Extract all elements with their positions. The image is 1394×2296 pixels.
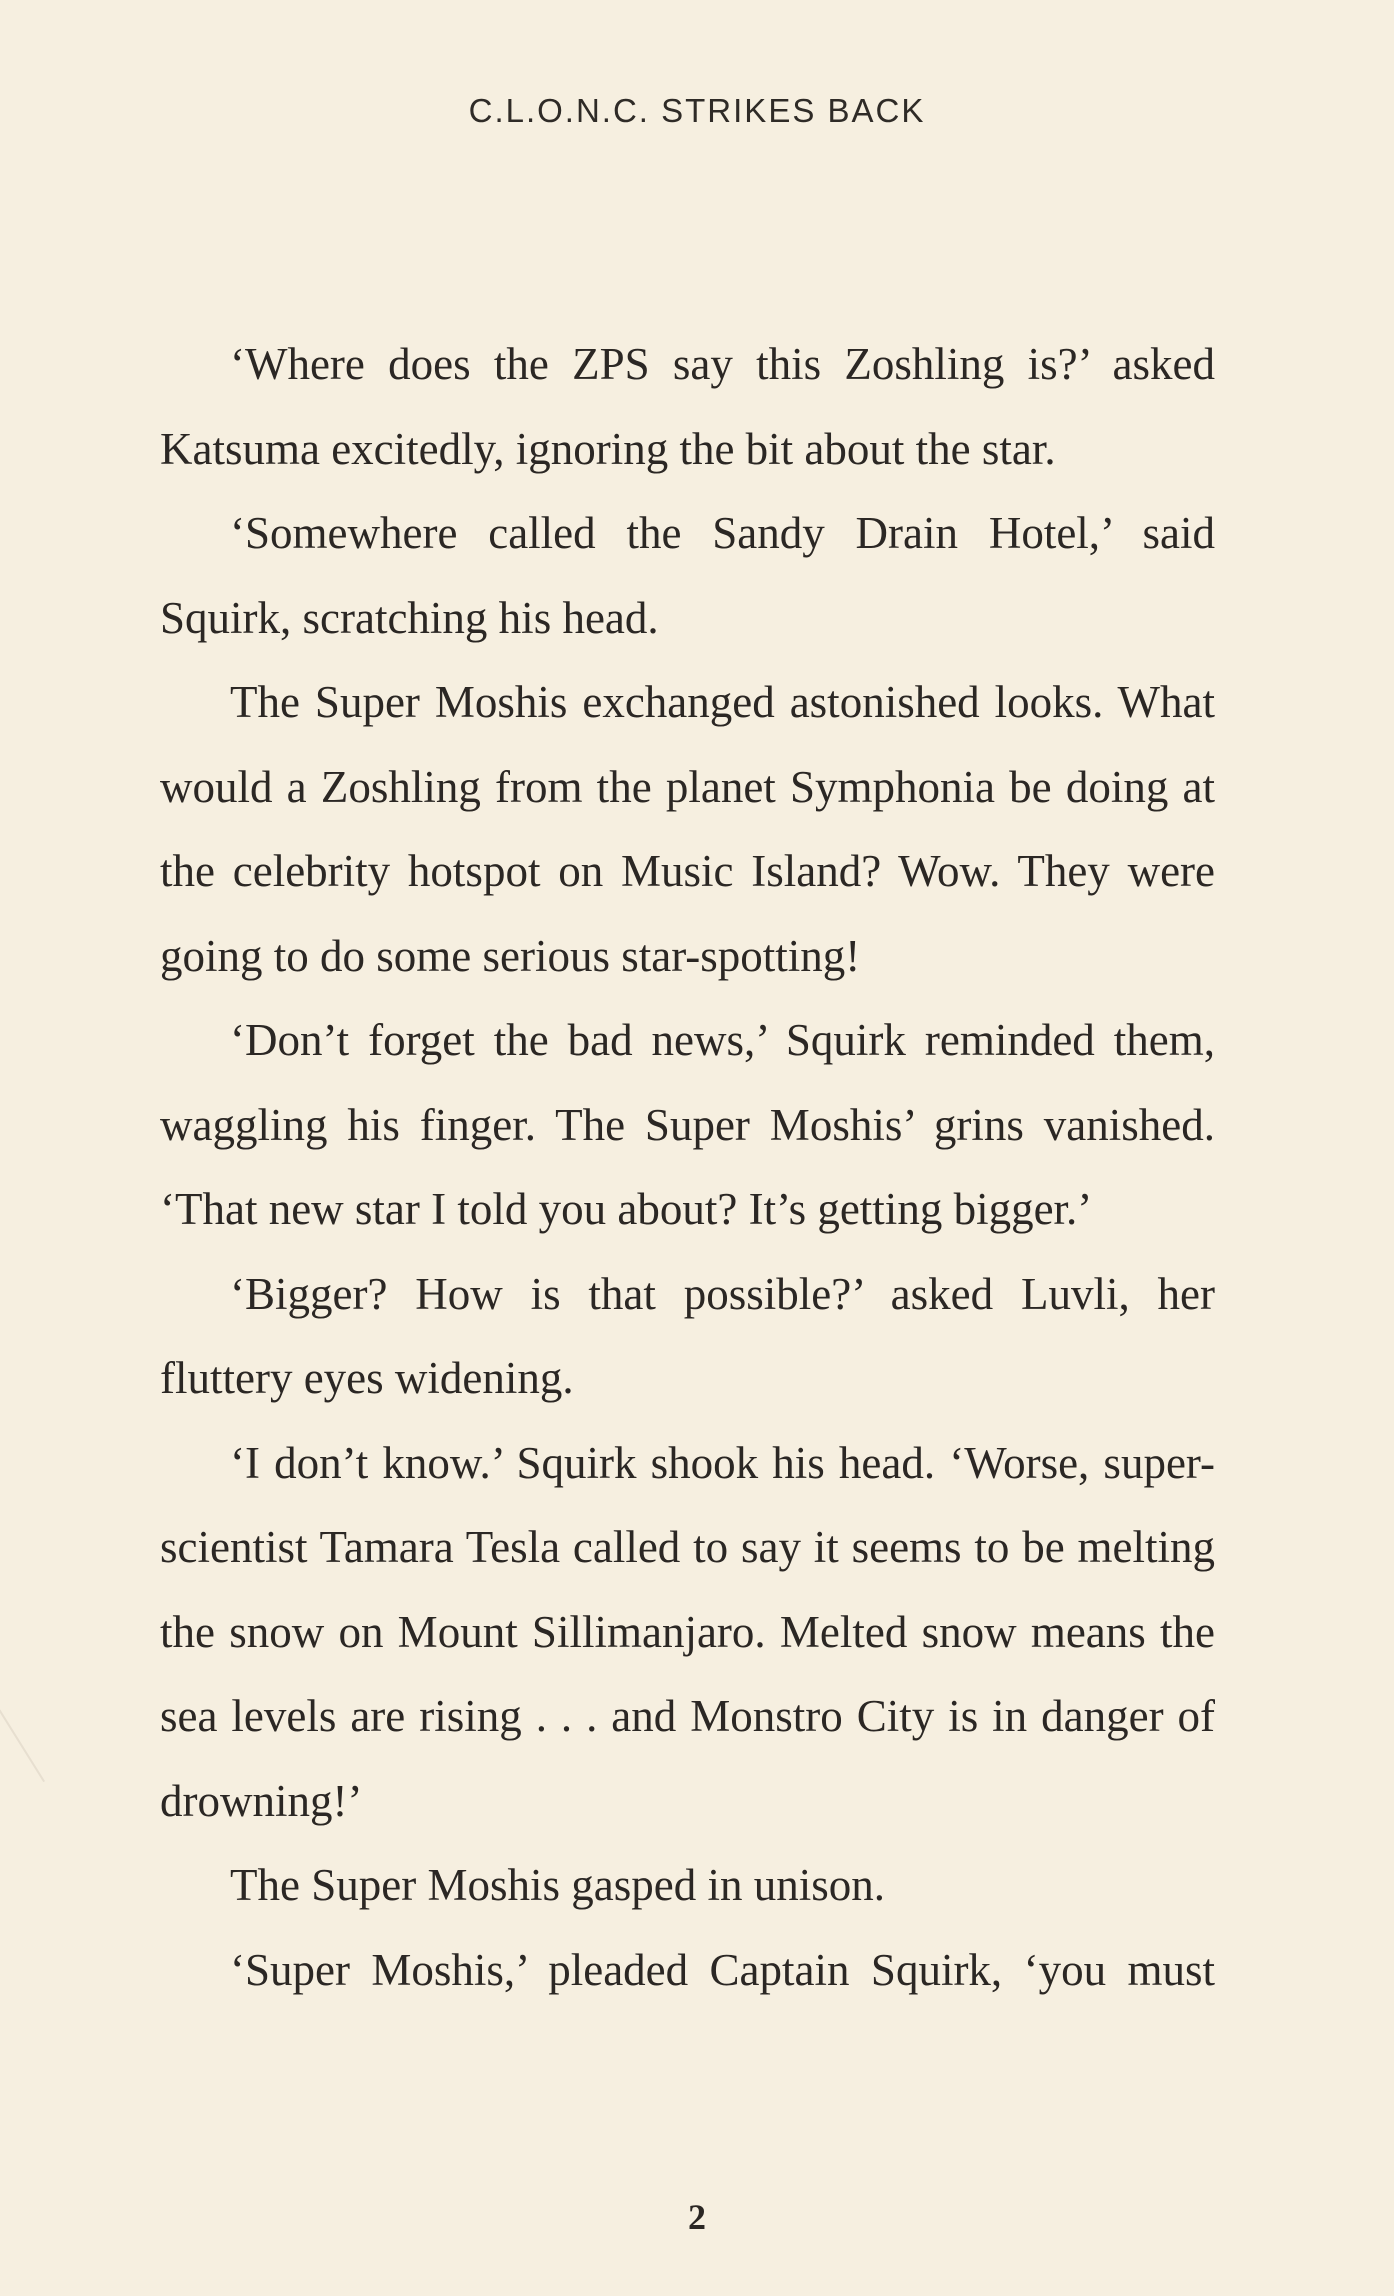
paragraph-5: ‘Bigger? How is that possible?’ asked Luvli, her fluttery eyes widening. [160,1268,1215,1403]
paragraph-8: ‘Super Moshis,’ pleaded Captain Squirk, ‘you must [230,1944,1215,1995]
paragraph-7: The Super Moshis gasped in unison. [230,1860,885,1910]
paragraph-3: The Super Moshis exchanged astonished looks. What would a Zoshling from the planet Symphonia be doing at the celebrity hotspot on Music Island? Wow. They were going to do some serious star-spotting! [160,677,1215,981]
page-crease [0,1688,45,1782]
paragraph-6: ‘I don’t know.’ Squirk shook his head. ‘Worse, super-scientist Tamara Tesla called to say it seems to be melting the snow on Mount Sillimanjaro. Melted snow means the sea levels are rising . . . and Monstro City is in danger of drowning!’ [160,1437,1215,1826]
running-header: C.L.O.N.C. STRIKES BACK [468,92,926,129]
body-text [160,322,1215,2012]
paragraph-2: ‘Somewhere called the Sandy Drain Hotel,’ said Squirk, scratching his head. [160,508,1215,643]
paragraph-4: ‘Don’t forget the bad news,’ Squirk reminded them, waggling his finger. The Super Moshis’ grins vanished. ‘That new star I told you about? It’s getting bigger.’ [160,1015,1215,1234]
page-number: 2 [688,2197,706,2237]
paragraph-1: ‘Where does the ZPS say this Zoshling is?’ asked Katsuma excitedly, ignoring the bit about the star. [160,339,1215,474]
